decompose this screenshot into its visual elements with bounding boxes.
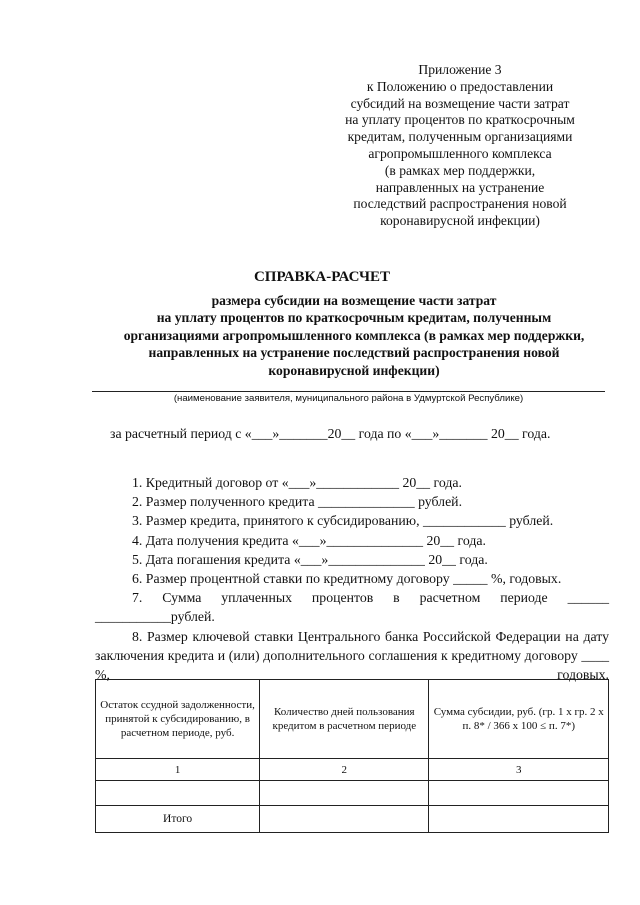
appendix-block [312,62,608,230]
appendix-line: субсидий на возмещение части затрат [350,95,570,111]
appendix-line: к Положению о предоставлении [366,78,554,94]
appendix-line: коронавирусной инфекции) [380,213,540,229]
col2-number: 2 [260,759,429,781]
item-4-receipt-date: 4. Дата получения кредита «___»______________ 20__ года. [132,532,486,548]
item-2-credit-amount: 2. Размер полученного кредита ______________ рублей. [132,494,463,510]
appendix-line: Приложение 3 [418,62,502,77]
item-7-paid-interest-cont: ___________рублей. [95,609,215,625]
col1-number: 1 [96,759,260,781]
applicant-caption: (наименование заявителя, муниципального района в Удмуртской Республике) [173,393,524,404]
total-label: Итого [96,806,260,833]
appendix-line: кредитам, полученным организациями [347,129,573,145]
table-number-row [96,759,609,781]
subsidy-calc-table [95,679,609,833]
appendix-line: направленных на устранение [375,179,545,195]
document-subtitle [80,292,628,379]
table-cell [260,806,429,833]
item-5-repayment-date: 5. Дата погашения кредита «___»______________ 20__ года. [132,551,488,567]
table-cell [429,806,609,833]
col3-number: 3 [429,759,609,781]
table-header-row [96,680,609,759]
item-3-subsidized-amount: 3. Размер кредита, принятого к субсидированию, ____________ рублей. [132,513,554,529]
appendix-line: (в рамках мер поддержки, [384,162,536,178]
item-6-interest-rate: 6. Размер процентной ставки по кредитному договору _____ %, годовых. [132,571,562,587]
col3-header: Сумма субсидии, руб. (гр. 1 х гр. 2 х п. 8* / 366 х 100 ≤ п. 7*) [429,680,609,759]
subtitle-line: коронавирусной инфекции) [268,362,440,378]
item-8-key-rate: 8. Размер ключевой ставки Центрального банка Российской Федерации на дату заключения кредита и (или) дополнительного соглашения к кредитному договору ____ %, годовых. [95,628,609,683]
col2-header: Количество дней пользования кредитом в расчетном периоде [260,680,429,759]
table-cell [260,781,429,806]
subtitle-line: направленных на устранение последствий распространения новой [148,345,560,361]
table-row [96,781,609,806]
period-line: за расчетный период с «___»_______20__ года по «___»_______ 20__ года. [110,426,551,441]
appendix-line: агропромышленного комплекса [368,145,552,161]
items-list [95,473,609,684]
table-cell [96,781,260,806]
subtitle-line: на уплату процентов по краткосрочным кредитам, полученным [156,310,552,326]
subtitle-line: организациями агропромышленного комплекса (в рамках мер поддержки, [123,327,585,343]
table-total-row [96,806,609,833]
document-title: СПРАВКА-РАСЧЕТ [253,269,391,285]
subtitle-line: размера субсидии на возмещение части затрат [211,293,497,308]
item-1-credit-agreement: 1. Кредитный договор от «___»____________ 20__ года. [132,475,462,490]
appendix-line: на уплату процентов по краткосрочным [345,112,575,128]
appendix-line: последствий распространения новой [353,196,567,212]
item-7-paid-interest: 7. Сумма уплаченных процентов в расчетном периоде ______ [132,590,609,606]
col1-header: Остаток ссудной задолженности, принятой к субсидированию, в расчетном периоде, руб. [96,680,260,759]
applicant-fill-line [92,391,605,392]
table-cell [429,781,609,806]
